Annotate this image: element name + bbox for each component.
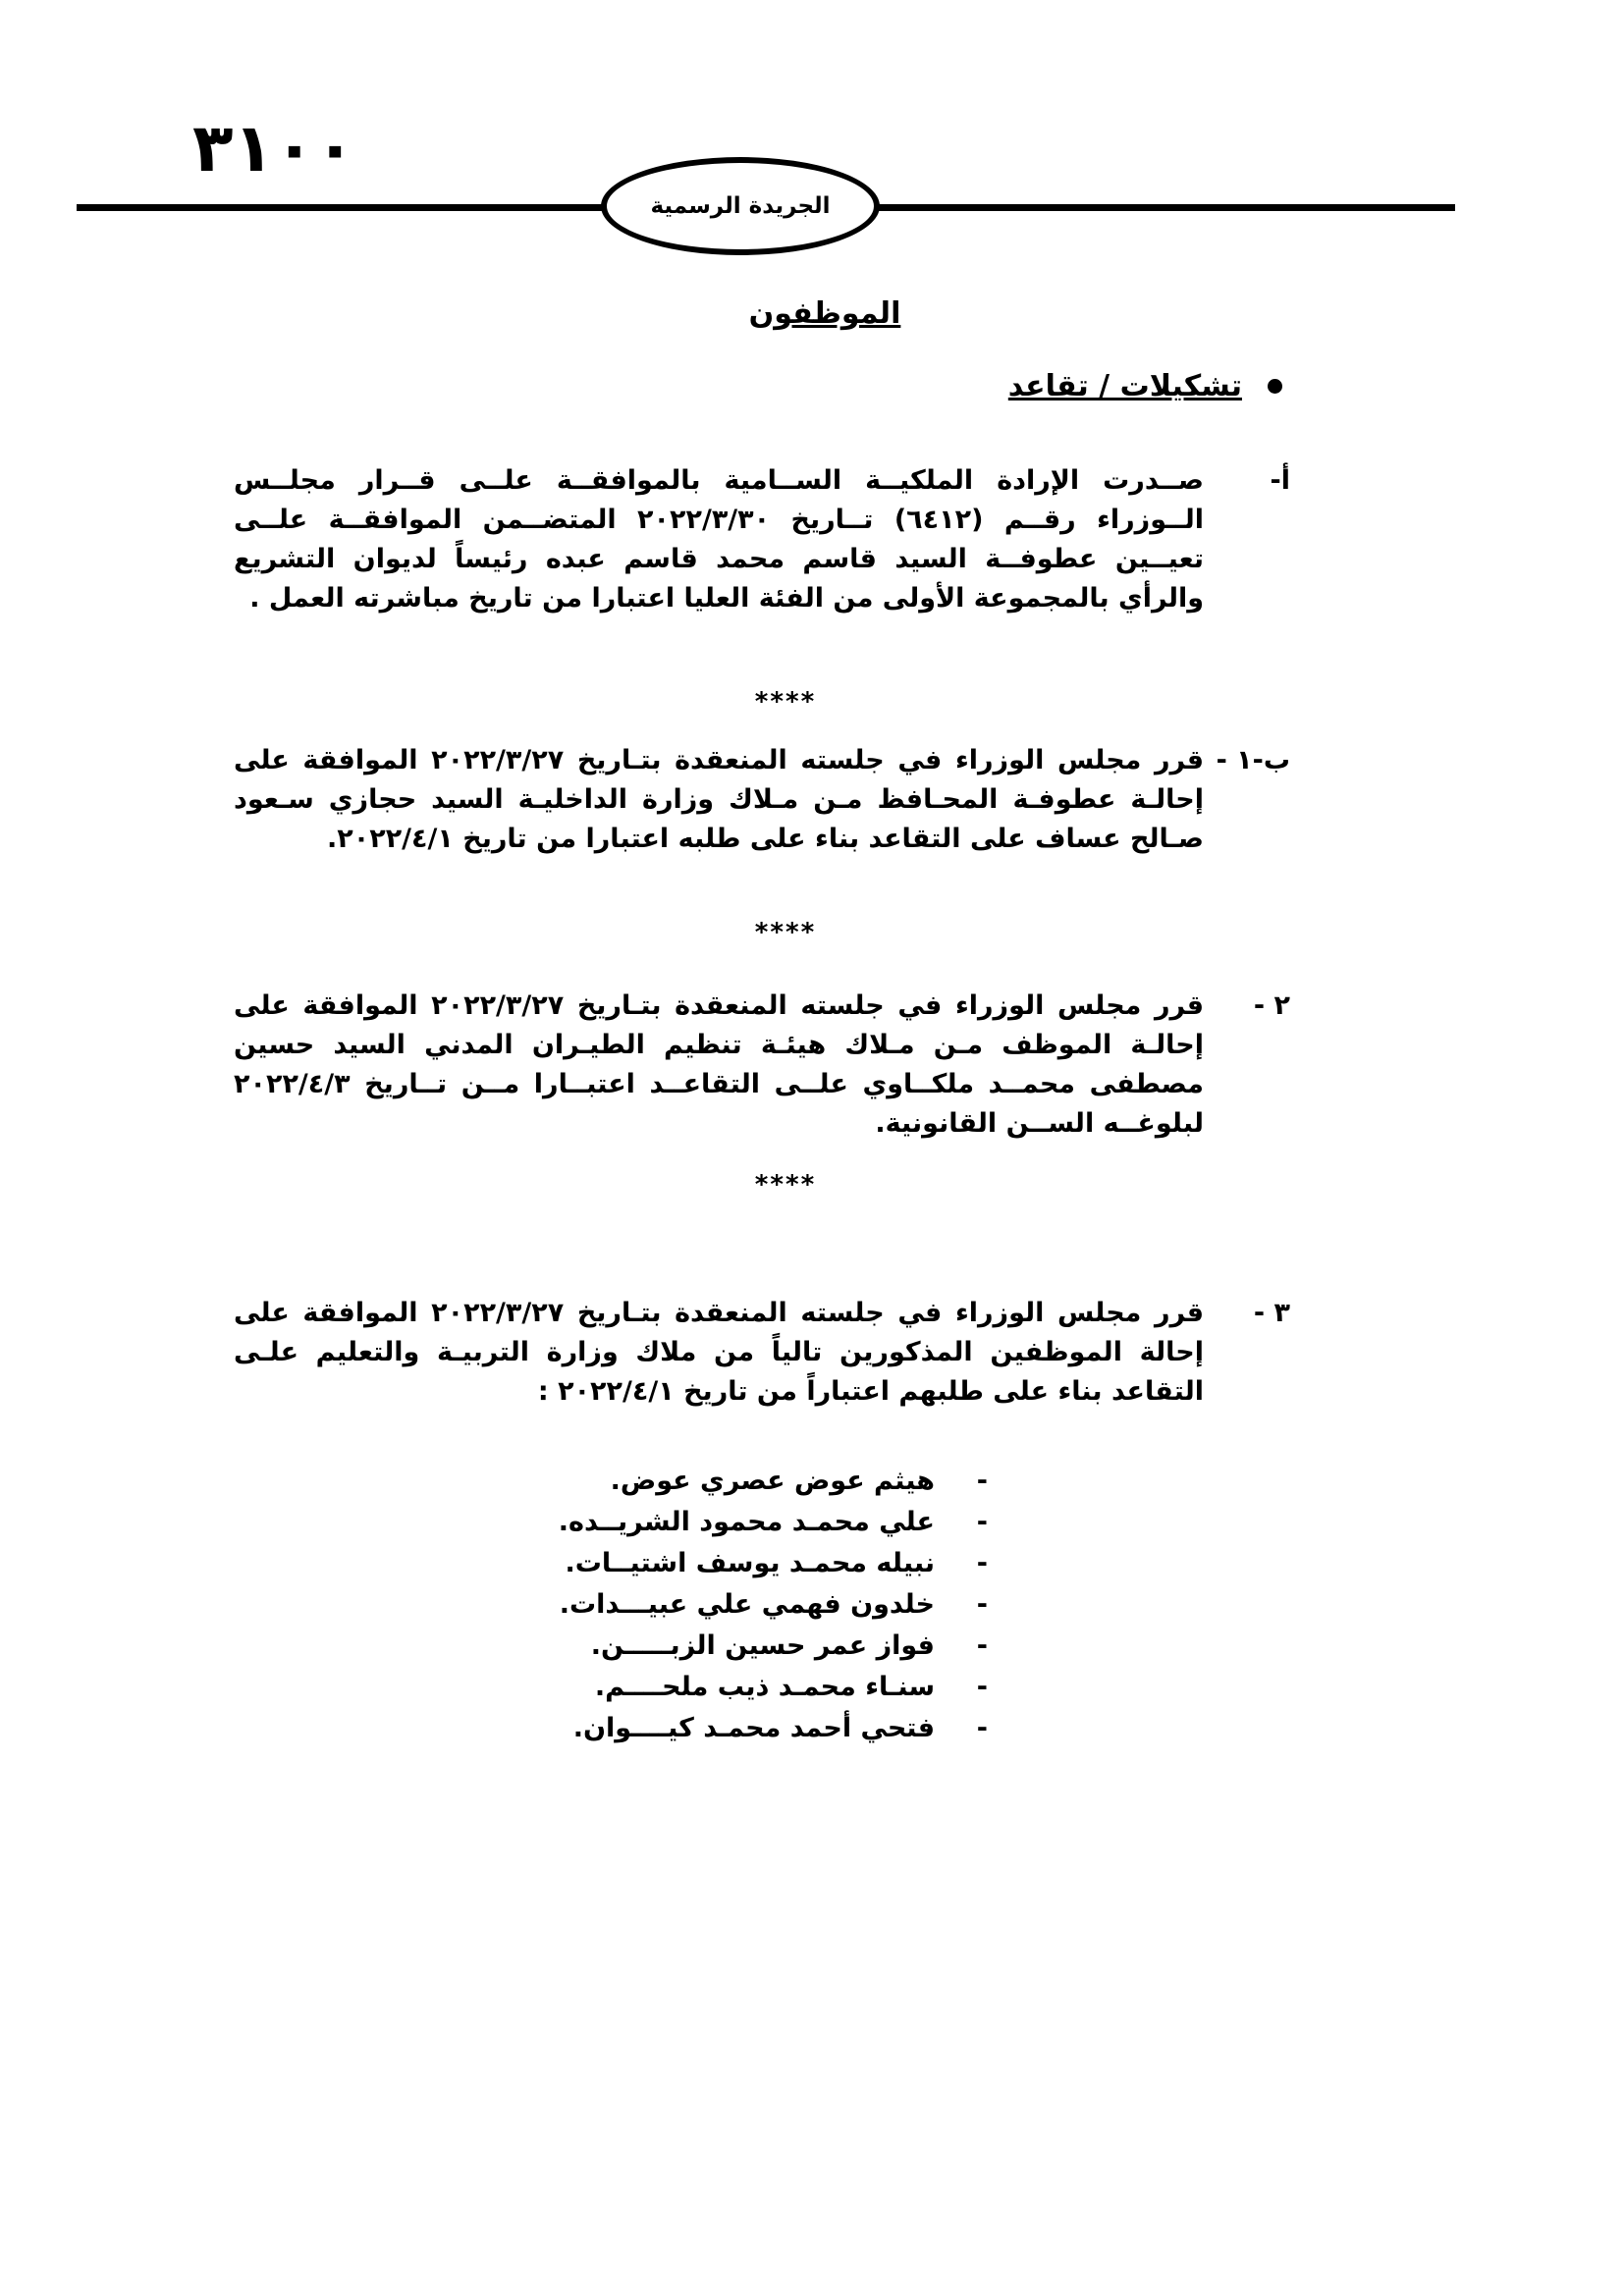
separator: **** <box>754 1170 817 1200</box>
list-item <box>559 1584 988 1626</box>
list-item <box>559 1543 988 1584</box>
list-dash: - <box>976 1672 988 1702</box>
person-name: هيثم عوض عصري عوض. <box>610 1466 935 1496</box>
person-name: خلدون فهمي علي عبيـــدات. <box>559 1589 935 1620</box>
item-text: قرر مجلس الوزراء في جلسته المنعقدة بتـاريخ ٢٠٢٢/٣/٢٧ الموافقة على إحالـة عطوفـة المحـافظ مـن مـلاك وزارة الداخليـة السيد حجازي سـعود صـالح عساف على التقاعد بناء على طلبه اعتبارا من تاريخ ٢٠٢٢/٤/١. <box>234 745 1204 854</box>
names-list <box>559 1461 988 1749</box>
person-name: سنـاء محمـد ذيب ملحــــم. <box>594 1672 935 1702</box>
item-marker: ٣ - <box>1253 1298 1290 1328</box>
bullet-icon <box>1268 379 1282 394</box>
item-2 <box>234 987 1290 1144</box>
list-dash: - <box>976 1548 988 1578</box>
list-item <box>559 1502 988 1543</box>
separator: **** <box>754 918 817 947</box>
subsection-heading <box>1008 369 1282 403</box>
person-name: نبيله محمـد يوسف اشتيــات. <box>565 1548 935 1578</box>
page-number: ٣١٠٠ <box>192 110 356 187</box>
list-dash: - <box>976 1630 988 1661</box>
section-title: الموظفون <box>748 296 901 331</box>
list-item <box>559 1708 988 1749</box>
list-dash: - <box>976 1507 988 1537</box>
list-item <box>559 1667 988 1708</box>
item-text: قرر مجلس الوزراء في جلسته المنعقدة بتـاريخ ٢٠٢٢/٣/٢٧ الموافقة على إحالة الموظفين المذكورين تالياً من ملاك وزارة التربيـة والتعليم علـى التقاعد بناء على طلبهم اعتباراً من تاريخ ٢٠٢٢/٤/١ : <box>234 1298 1204 1407</box>
item-marker: ب-١ - <box>1216 745 1290 775</box>
list-item <box>559 1461 988 1502</box>
person-name: فتحي أحمد محمـد كيــــوان. <box>572 1713 935 1743</box>
item-text: قرر مجلس الوزراء في جلسته المنعقدة بتـاريخ ٢٠٢٢/٣/٢٧ الموافقة على إحالـة الموظف مـن مـلاك هيئـة تنظيم الطيـران المدني السيد حسين مصطفى محمــد ملكــاوي علــى التقاعــد اعتبــارا مــن تــاريخ ٢٠٢٢/٤/٣ لبلوغــه الســن القانونية. <box>234 990 1204 1139</box>
person-name: فواز عمر حسين الزبـــــن. <box>590 1630 935 1661</box>
person-name: علي محمـد محمود الشريــده. <box>558 1507 935 1537</box>
item-3 <box>234 1294 1290 1412</box>
item-text: صــدرت الإرادة الملكيــة الســامية بالموافقــة علــى قــرار مجلــس الــوزراء رقــم (٦٤١٢) تــاريخ ٢٠٢٢/٣/٣٠ المتضــمن الموافقــة علــى تعيــين عطوفــة السيد قاسم محمد قاسم عبده رئيساً لديوان التشريع والرأي بالمجموعة الأولى من الفئة العليا اعتبارا من تاريخ مباشرته العمل . <box>234 465 1204 614</box>
list-item <box>559 1626 988 1667</box>
item-a <box>234 461 1290 618</box>
list-dash: - <box>976 1589 988 1620</box>
gazette-title-oval <box>601 157 880 255</box>
list-dash: - <box>976 1713 988 1743</box>
separator: **** <box>754 687 817 717</box>
list-dash: - <box>976 1466 988 1496</box>
item-b1 <box>234 741 1290 859</box>
item-marker: أ- <box>1270 465 1290 496</box>
gazette-title: الجريدة الرسمية <box>650 193 831 219</box>
item-marker: ٢ - <box>1253 990 1290 1021</box>
subsection-title: تشكيلات / تقاعد <box>1007 369 1242 403</box>
